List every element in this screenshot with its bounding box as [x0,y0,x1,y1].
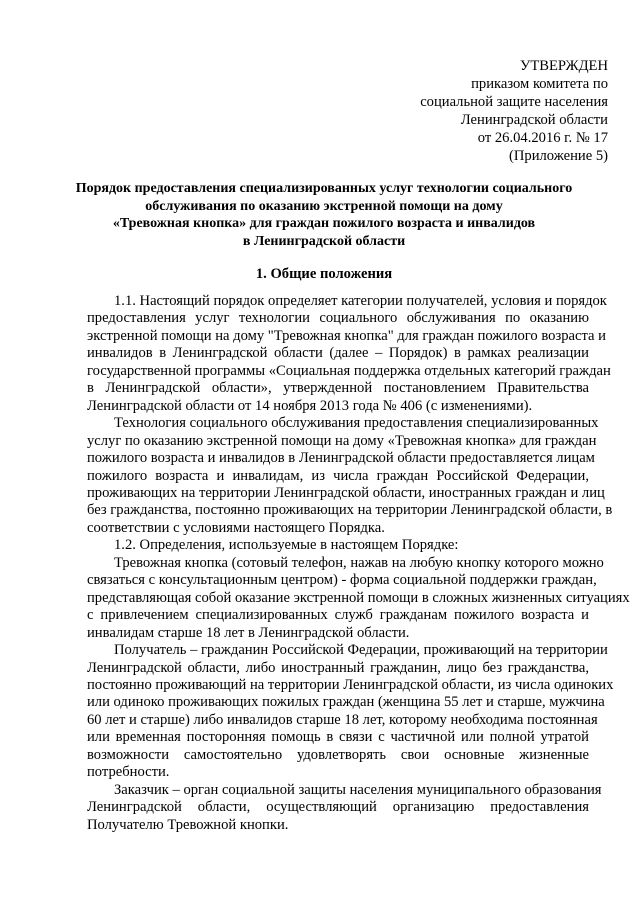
text-line: услуг по оказанию экстренной помощи на дому «Тревожная кнопка» для граждан [87,432,597,449]
text-line: предоставления услуг технологии социального обслуживания по оказанию [87,310,589,327]
text-line: постоянно проживающий на территории Ленинградской области, из числа одиноких [87,676,614,693]
text-line: в Ленинградской области», утвержденной постановлением Правительства [87,380,589,397]
text-line: связаться с консультационным центром) - форма социальной поддержки граждан, [87,572,597,589]
document-body [60,293,630,834]
text-line: возможности самостоятельно удовлетворять свои основные жизненные [87,746,589,763]
paragraph [60,537,589,554]
approval-line: (Приложение 5) [509,147,608,164]
text-line: Ленинградской области, либо иностранный гражданин, лицо без гражданства, [87,659,589,676]
approval-line: УТВЕРЖДЕН [520,58,608,74]
text-line: с привлечением специализированных служб гражданам пожилого возраста и [87,607,589,624]
title-line: в Ленинградской области [242,233,406,249]
paragraph [60,293,611,415]
text-line: потребности. [87,764,170,781]
section-heading: 1. Общие положения [255,266,393,282]
text-line: Ленинградской области от 14 ноября 2013 года № 406 (с изменениями). [87,397,533,414]
approval-stamp [420,58,608,165]
text-line: инвалидов в Ленинградской области (далее – Порядок) в рамках реализации [87,345,589,362]
approval-line: социальной защите населения [420,93,608,110]
text-line: 1.1. Настоящий порядок определяет категории получателей, условия и порядок [114,293,607,309]
approval-line: приказом комитета по [471,75,608,92]
paragraph [60,642,614,782]
text-line: или одиноко проживающих пожилых граждан (женщина 55 лет и старше, мужчина [87,694,605,711]
approval-line: от 26.04.2016 г. № 17 [477,129,608,146]
text-line: проживающих на территории Ленинградской области, иностранных граждан и лиц [87,484,605,501]
approval-line: Ленинградской области [460,111,608,128]
paragraph [60,415,613,537]
text-line: Получателю Тревожной кнопки. [87,816,289,833]
text-line: пожилого возраста и инвалидам, из числа граждан Российской Федерации, [87,467,589,484]
text-line: без гражданства, постоянно проживающих на территории Ленинградской области, в [87,502,613,519]
text-line: Тревожная кнопка (сотовый телефон, нажав на любую кнопку которого можно [114,554,604,571]
paragraph [60,554,630,642]
text-line: государственной программы «Социальная поддержка отдельных категорий граждан [87,362,611,379]
text-line: инвалидам старше 18 лет в Ленинградской области. [87,624,410,641]
text-line: Технология социального обслуживания предоставления специализированных [114,415,599,432]
title-line: Порядок предоставления специализированных услуг технологии социального [75,181,573,196]
text-line: пожилого возраста и инвалидов в Ленинградской области предоставляется лицам [87,450,595,467]
text-line: 60 лет и старше) либо инвалидов старше 18 лет, которому необходима постоянная [87,711,598,728]
title-line: обслуживания по оказанию экстренной помощи на дому [145,198,503,214]
title-line: «Тревожная кнопка» для граждан пожилого возраста и инвалидов [112,216,536,231]
text-line: Получатель – гражданин Российской Федерации, проживающий на территории [114,642,608,659]
text-line: 1.2. Определения, используемые в настоящем Порядке: [114,537,459,554]
text-line: представляющая собой оказание экстренной помощи в сложных жизненных ситуациях [87,589,630,606]
document-title [60,180,588,250]
text-line: Ленинградской области, осуществляющий организацию предоставления [87,799,589,816]
paragraph [60,781,602,834]
text-line: соответствии с условиями настоящего Порядка. [87,519,385,536]
text-line: Заказчик – орган социальной защиты населения муниципального образования [114,781,602,798]
text-line: или временная посторонняя помощь в связи с частичной или полной утратой [87,729,589,746]
text-line: экстренной помощи на дому "Тревожная кнопка" для граждан пожилого возраста и [87,327,606,344]
